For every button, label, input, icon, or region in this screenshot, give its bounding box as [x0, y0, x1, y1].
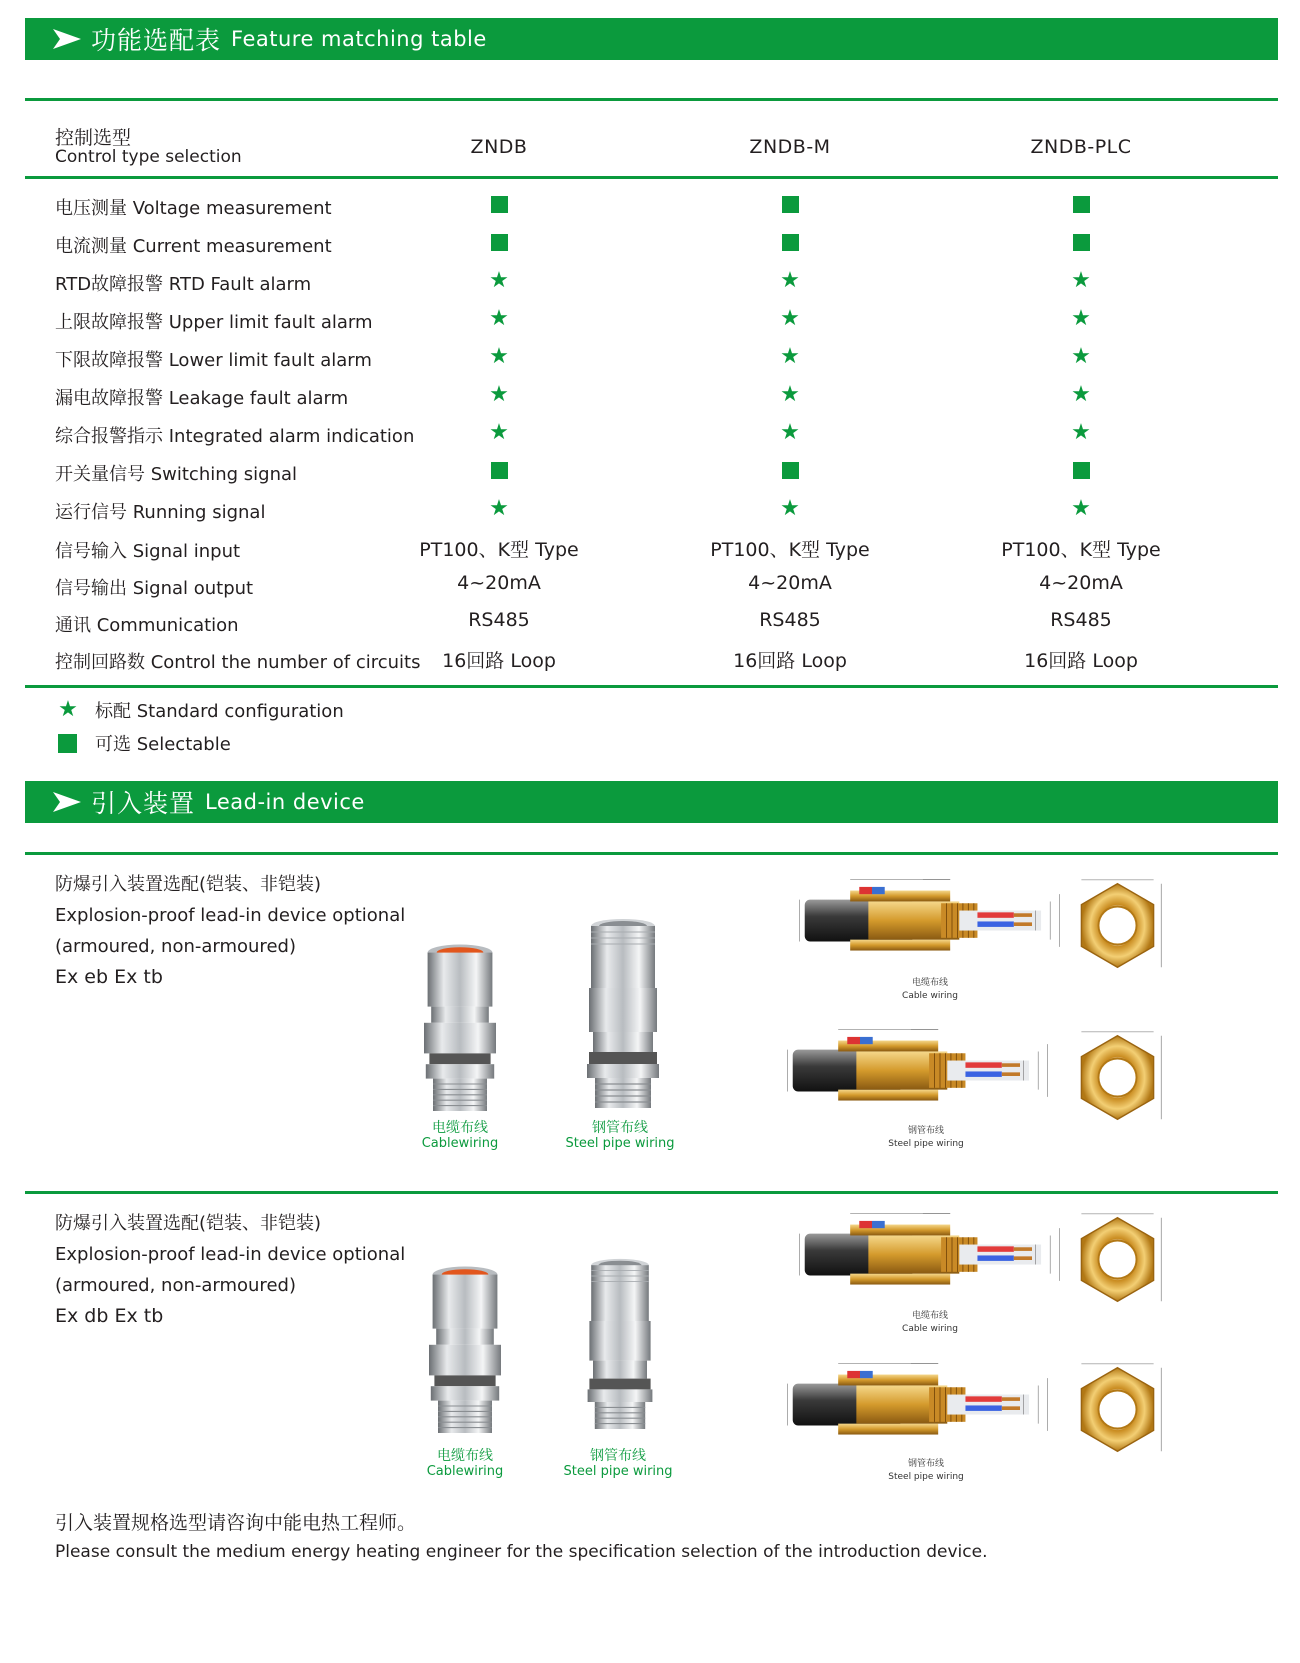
- row-label: 下限故障报警 Lower limit fault alarm: [55, 350, 372, 371]
- table-cell: [670, 458, 910, 484]
- table-cell: [670, 382, 910, 408]
- table-cell: [961, 306, 1201, 332]
- table-cell: [961, 382, 1201, 408]
- row-label: 信号输出 Signal output: [55, 578, 254, 599]
- table-cell: [379, 458, 619, 484]
- product-caption-pipe: [560, 1120, 680, 1152]
- feature-section-banner: [25, 18, 1278, 60]
- footer-note-zh: 引入装置规格选型请咨询中能电热工程师。: [55, 1512, 417, 1534]
- block-line: 防爆引入装置选配(铠装、非铠装): [55, 874, 322, 895]
- table-cell: 16回路 Loop: [733, 650, 847, 672]
- table-cell: [961, 192, 1201, 218]
- table-cell: [379, 192, 619, 218]
- section-title-zh: 功能选配表: [91, 26, 222, 55]
- table-cell: [961, 230, 1201, 256]
- row-label: 运行信号 Running signal: [55, 502, 266, 523]
- table-cell: [961, 458, 1201, 484]
- section-title-zh: 引入装置: [91, 789, 196, 818]
- table-row: [0, 338, 1300, 378]
- block-line: (armoured, non-armoured): [55, 936, 296, 957]
- steel-pipe-section-diagram: [760, 1360, 1080, 1460]
- table-cell: [961, 344, 1201, 370]
- table-row: [0, 224, 1300, 264]
- section-title-en: Lead-in device: [205, 790, 365, 814]
- caption-en: Cablewiring: [426, 1464, 504, 1479]
- caption-zh: 电缆布线: [432, 1120, 488, 1136]
- table-bottom-rule: [25, 685, 1278, 688]
- table-cell: [379, 344, 619, 370]
- table-cell: 16回路 Loop: [1024, 650, 1138, 672]
- star-icon: ★: [489, 268, 509, 293]
- star-icon: ★: [1071, 344, 1091, 369]
- row-label: 电压测量 Voltage measurement: [55, 198, 332, 219]
- table-cell: [670, 420, 910, 446]
- diagram-caption-pipe: [866, 1458, 986, 1484]
- star-icon: ★: [489, 420, 509, 445]
- header-bottom-rule: [25, 176, 1278, 179]
- header-label-en: Control type selection: [55, 147, 242, 167]
- leadin-section-banner: [25, 781, 1278, 823]
- diagram-caption-cable: [870, 977, 990, 1003]
- column-header-zndb-plc: ZNDB-PLC: [1030, 136, 1132, 158]
- table-row: [0, 640, 1300, 680]
- footer-note-en: Please consult the medium energy heating engineer for the specification selection of the introduction device.: [55, 1542, 988, 1562]
- caption-zh: 钢管布线: [907, 1126, 944, 1136]
- table-row: [0, 566, 1300, 606]
- table-row: [0, 376, 1300, 416]
- block-line: Ex db Ex tb: [55, 1305, 164, 1327]
- caption-zh: 电缆布线: [911, 978, 948, 988]
- table-cell: [379, 268, 619, 294]
- table-cell: [670, 268, 910, 294]
- caption-en: Steel pipe wiring: [563, 1464, 673, 1479]
- product-caption-cable: [410, 1448, 520, 1480]
- table-cell: [961, 268, 1201, 294]
- square-icon: [1073, 196, 1090, 213]
- legend-standard: [55, 697, 344, 723]
- block-line: Explosion-proof lead-in device optional: [55, 905, 406, 926]
- caption-zh: 钢管布线: [590, 1448, 646, 1464]
- table-row: [0, 414, 1300, 454]
- caption-en: Steel pipe wiring: [888, 1472, 964, 1482]
- table-cell: [961, 496, 1201, 522]
- square-icon: [491, 234, 508, 251]
- legend-selectable-text: 可选 Selectable: [95, 734, 231, 755]
- star-icon: ★: [780, 382, 800, 407]
- caption-zh: 钢管布线: [907, 1459, 944, 1469]
- block2-top-rule: [25, 1191, 1278, 1194]
- block-line: (armoured, non-armoured): [55, 1275, 296, 1296]
- table-row: [0, 452, 1300, 492]
- section-title-en: Feature matching table: [231, 27, 487, 51]
- star-icon: ★: [1071, 496, 1091, 521]
- diagram-caption-cable: [870, 1310, 990, 1336]
- caption-en: Cable wiring: [902, 1324, 958, 1334]
- star-icon: ★: [1071, 382, 1091, 407]
- table-cell: [379, 230, 619, 256]
- table-cell: PT100、K型 Type: [710, 539, 870, 561]
- nut-diagram: [1070, 878, 1165, 973]
- row-label: RTD故障报警 RTD Fault alarm: [55, 274, 312, 295]
- table-cell: 4~20mA: [748, 572, 832, 594]
- table-cell: [961, 420, 1201, 446]
- star-icon: ★: [489, 306, 509, 331]
- nut-diagram: [1070, 1030, 1165, 1125]
- pipe-gland-photo: [570, 1258, 670, 1438]
- column-header-zndb-m: ZNDB-M: [749, 136, 831, 158]
- leadin-block-1-text: [55, 869, 405, 993]
- legend-selectable: [55, 730, 231, 756]
- star-icon: ★: [780, 344, 800, 369]
- row-label: 上限故障报警 Upper limit fault alarm: [55, 312, 373, 333]
- caption-zh: 电缆布线: [437, 1448, 493, 1464]
- block-line: Ex eb Ex tb: [55, 966, 163, 988]
- star-icon: ★: [58, 697, 78, 722]
- header-label-zh: 控制选型: [55, 127, 132, 149]
- block1-top-rule: [25, 852, 1278, 855]
- caption-zh: 电缆布线: [911, 1311, 948, 1321]
- cable-gland-photo: [415, 1262, 515, 1442]
- caption-en: Steel pipe wiring: [888, 1139, 964, 1149]
- square-icon: [782, 196, 799, 213]
- table-row: [0, 603, 1300, 643]
- product-caption-pipe: [558, 1448, 678, 1480]
- table-cell: [379, 496, 619, 522]
- cable-wiring-section-diagram: [782, 876, 1082, 976]
- square-icon: [58, 734, 77, 753]
- caption-en: Cablewiring: [421, 1136, 499, 1151]
- table-cell: [379, 420, 619, 446]
- diagram-caption-pipe: [866, 1125, 986, 1151]
- table-cell: [379, 306, 619, 332]
- table-top-rule: [25, 98, 1278, 101]
- table-cell: 4~20mA: [457, 572, 541, 594]
- table-cell: [670, 230, 910, 256]
- table-cell: [670, 344, 910, 370]
- square-icon: [1073, 462, 1090, 479]
- arrow-right-icon: [51, 789, 85, 815]
- table-cell: [670, 306, 910, 332]
- star-icon: ★: [780, 420, 800, 445]
- table-cell: PT100、K型 Type: [1001, 539, 1161, 561]
- table-cell: RS485: [759, 609, 821, 631]
- row-label: 信号输入 Signal input: [55, 541, 241, 562]
- column-header-zndb: ZNDB: [470, 136, 528, 158]
- star-icon: ★: [489, 496, 509, 521]
- row-label: 控制回路数 Control the number of circuits: [55, 652, 421, 673]
- square-icon: [491, 462, 508, 479]
- caption-zh: 钢管布线: [592, 1120, 648, 1136]
- star-icon: ★: [489, 344, 509, 369]
- table-row: [0, 186, 1300, 226]
- row-label: 通讯 Communication: [55, 615, 239, 636]
- caption-en: Steel pipe wiring: [565, 1136, 675, 1151]
- square-icon: [1073, 234, 1090, 251]
- cable-wiring-section-diagram: [782, 1210, 1082, 1310]
- table-row: [0, 300, 1300, 340]
- star-icon: ★: [1071, 268, 1091, 293]
- block-line: 防爆引入装置选配(铠装、非铠装): [55, 1213, 322, 1234]
- product-caption-cable: [405, 1120, 515, 1152]
- steel-pipe-section-diagram: [760, 1026, 1080, 1126]
- nut-diagram: [1070, 1362, 1165, 1457]
- star-icon: ★: [780, 306, 800, 331]
- table-cell: PT100、K型 Type: [419, 539, 579, 561]
- table-cell: [379, 382, 619, 408]
- star-icon: ★: [780, 268, 800, 293]
- caption-en: Cable wiring: [902, 991, 958, 1001]
- table-row: [0, 490, 1300, 530]
- row-label: 漏电故障报警 Leakage fault alarm: [55, 388, 349, 409]
- square-icon: [782, 234, 799, 251]
- star-icon: ★: [1071, 306, 1091, 331]
- row-label: 开关量信号 Switching signal: [55, 464, 298, 485]
- cable-gland-photo: [410, 940, 510, 1120]
- table-cell: 4~20mA: [1039, 572, 1123, 594]
- table-cell: [670, 496, 910, 522]
- table-row: [0, 262, 1300, 302]
- pipe-gland-photo: [573, 918, 673, 1118]
- star-icon: ★: [780, 496, 800, 521]
- star-icon: ★: [1071, 420, 1091, 445]
- table-cell: 16回路 Loop: [442, 650, 556, 672]
- table-cell: [670, 192, 910, 218]
- star-icon: ★: [489, 382, 509, 407]
- table-cell: RS485: [1050, 609, 1112, 631]
- arrow-right-icon: [51, 26, 85, 52]
- table-row: [0, 529, 1300, 569]
- row-label: 综合报警指示 Integrated alarm indication: [55, 426, 415, 447]
- nut-diagram: [1070, 1212, 1165, 1307]
- legend-standard-text: 标配 Standard configuration: [95, 701, 344, 722]
- leadin-block-2-text: [55, 1208, 405, 1332]
- row-label: 电流测量 Current measurement: [55, 236, 332, 257]
- square-icon: [782, 462, 799, 479]
- square-icon: [491, 196, 508, 213]
- table-cell: RS485: [468, 609, 530, 631]
- block-line: Explosion-proof lead-in device optional: [55, 1244, 406, 1265]
